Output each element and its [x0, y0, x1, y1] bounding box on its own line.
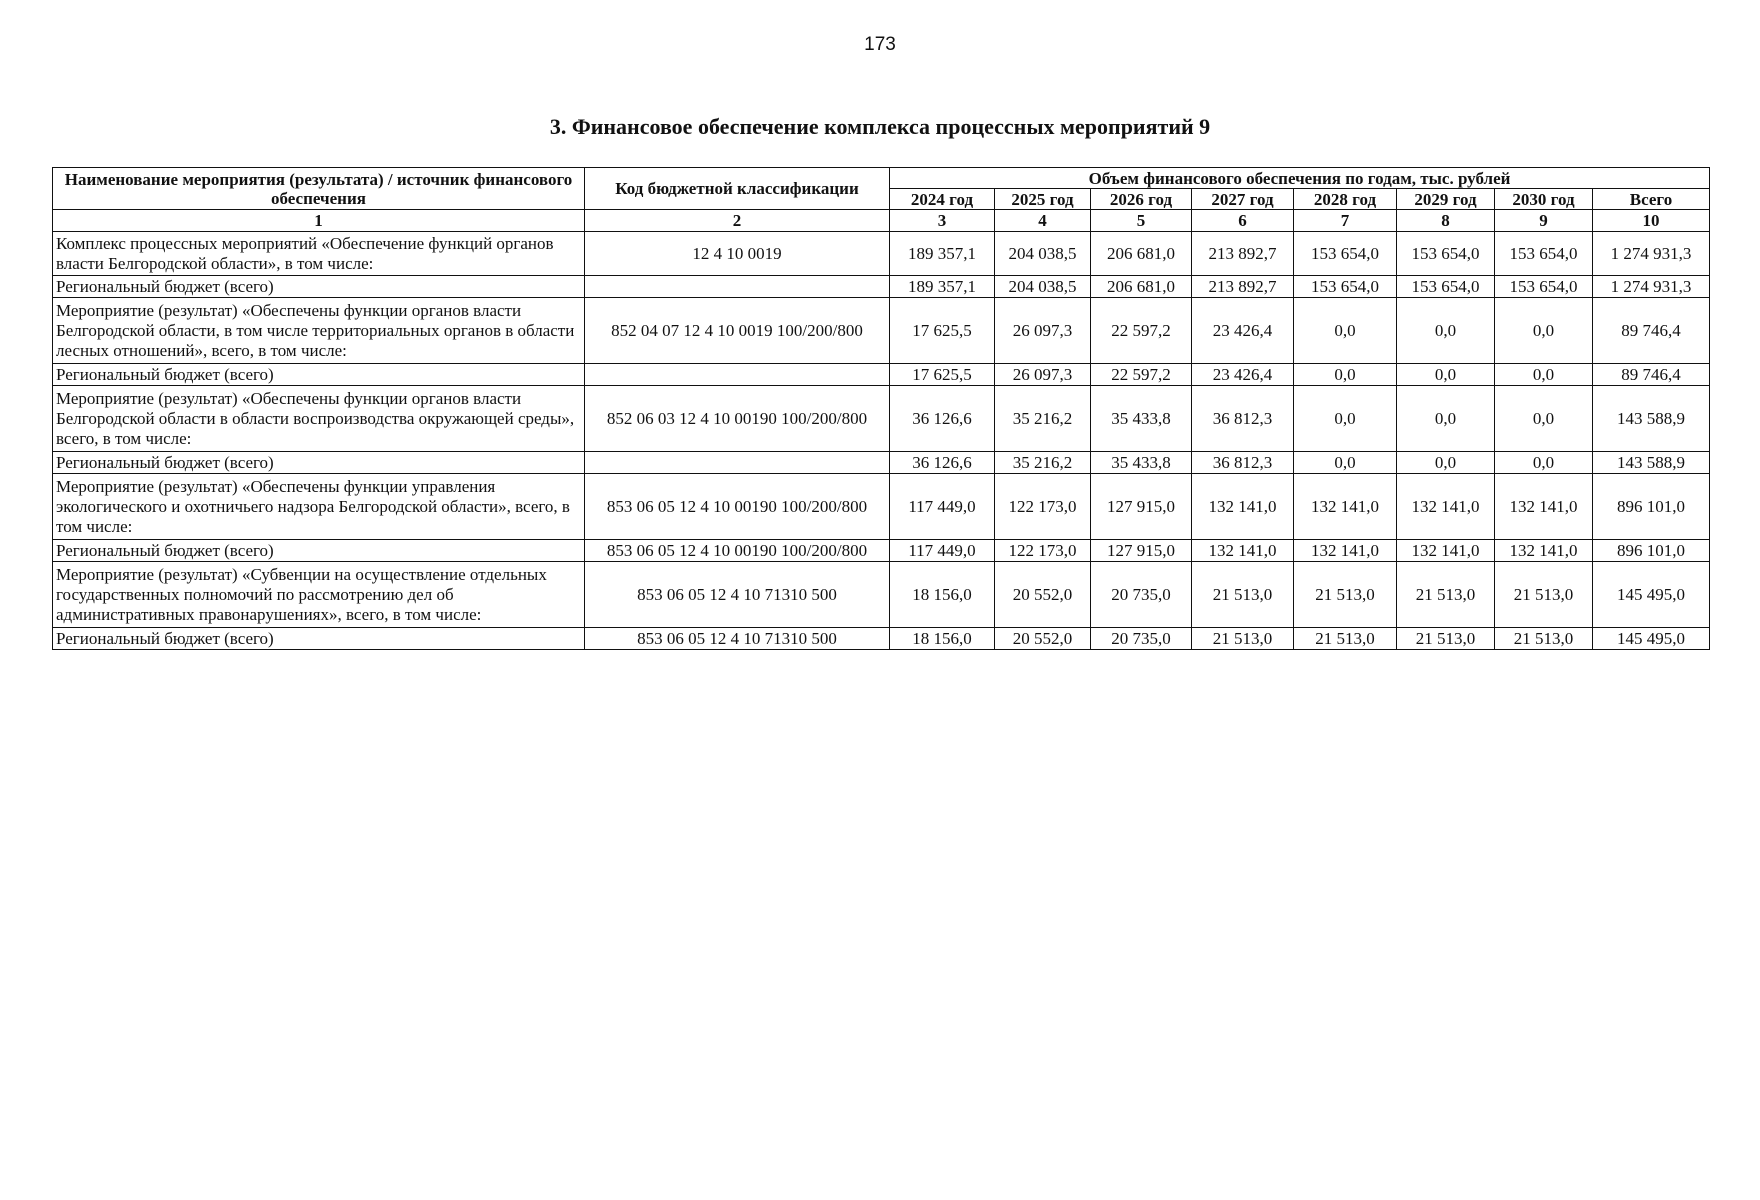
row-name: Региональный бюджет (всего)	[53, 276, 585, 298]
value-2029: 0,0	[1397, 364, 1495, 386]
row-name: Региональный бюджет (всего)	[53, 364, 585, 386]
row-code: 852 06 03 12 4 10 00190 100/200/800	[585, 386, 890, 452]
year-header: 2024 год	[890, 189, 995, 210]
row-code: 852 04 07 12 4 10 0019 100/200/800	[585, 298, 890, 364]
value-2030: 153 654,0	[1495, 276, 1593, 298]
row-code	[585, 364, 890, 386]
value-2030: 0,0	[1495, 386, 1593, 452]
value-2028: 153 654,0	[1294, 276, 1397, 298]
value-2026: 35 433,8	[1091, 452, 1192, 474]
value-2027: 132 141,0	[1192, 540, 1294, 562]
value-2029: 21 513,0	[1397, 628, 1495, 650]
value-2028: 21 513,0	[1294, 562, 1397, 628]
row-name: Мероприятие (результат) «Обеспечены функции управления экологического и охотничьего надзора Белгородской области», всего, в том числе:	[53, 474, 585, 540]
column-number: 9	[1495, 210, 1593, 232]
value-total: 143 588,9	[1593, 452, 1710, 474]
row-name: Мероприятие (результат) «Субвенции на осуществление отдельных государственных полномочий по рассмотрению дел об административных правонарушениях», всего, в том числе:	[53, 562, 585, 628]
value-2028: 153 654,0	[1294, 232, 1397, 276]
row-code	[585, 452, 890, 474]
column-number: 8	[1397, 210, 1495, 232]
value-2028: 132 141,0	[1294, 474, 1397, 540]
value-2028: 0,0	[1294, 364, 1397, 386]
value-2030: 0,0	[1495, 452, 1593, 474]
header-row-top	[53, 168, 1710, 189]
year-header: 2029 год	[1397, 189, 1495, 210]
table-row	[53, 386, 1710, 452]
value-2024: 18 156,0	[890, 562, 995, 628]
column-number: 7	[1294, 210, 1397, 232]
year-header: 2030 год	[1495, 189, 1593, 210]
row-code: 12 4 10 0019	[585, 232, 890, 276]
value-2026: 127 915,0	[1091, 540, 1192, 562]
page-number: 173	[864, 34, 896, 55]
year-header: 2026 год	[1091, 189, 1192, 210]
table-row	[53, 298, 1710, 364]
row-code: 853 06 05 12 4 10 00190 100/200/800	[585, 540, 890, 562]
value-2030: 21 513,0	[1495, 562, 1593, 628]
column-header-volume: Объем финансового обеспечения по годам, тыс. рублей	[890, 168, 1710, 189]
value-total: 1 274 931,3	[1593, 276, 1710, 298]
table-row	[53, 540, 1710, 562]
row-name: Мероприятие (результат) «Обеспечены функции органов власти Белгородской области в области воспроизводства окружающей среды», всего, в том числе:	[53, 386, 585, 452]
value-2030: 132 141,0	[1495, 540, 1593, 562]
value-2026: 35 433,8	[1091, 386, 1192, 452]
value-2027: 213 892,7	[1192, 276, 1294, 298]
value-total: 896 101,0	[1593, 474, 1710, 540]
table-row	[53, 232, 1710, 276]
value-2029: 0,0	[1397, 298, 1495, 364]
value-2024: 117 449,0	[890, 474, 995, 540]
column-number: 2	[585, 210, 890, 232]
column-number-row	[53, 210, 1710, 232]
value-2025: 204 038,5	[995, 276, 1091, 298]
value-2028: 132 141,0	[1294, 540, 1397, 562]
value-2024: 17 625,5	[890, 364, 995, 386]
value-2028: 0,0	[1294, 298, 1397, 364]
value-total: 1 274 931,3	[1593, 232, 1710, 276]
value-2028: 0,0	[1294, 452, 1397, 474]
value-2024: 36 126,6	[890, 452, 995, 474]
row-code: 853 06 05 12 4 10 71310 500	[585, 628, 890, 650]
value-total: 89 746,4	[1593, 364, 1710, 386]
table-row	[53, 628, 1710, 650]
row-name: Мероприятие (результат) «Обеспечены функции органов власти Белгородской области, в том числе территориальных органов в области лесных отношений», всего, в том числе:	[53, 298, 585, 364]
value-2026: 22 597,2	[1091, 364, 1192, 386]
column-number: 5	[1091, 210, 1192, 232]
year-header: 2028 год	[1294, 189, 1397, 210]
table-row	[53, 452, 1710, 474]
value-2025: 35 216,2	[995, 452, 1091, 474]
value-total: 89 746,4	[1593, 298, 1710, 364]
value-2027: 36 812,3	[1192, 452, 1294, 474]
value-2029: 153 654,0	[1397, 232, 1495, 276]
value-2026: 20 735,0	[1091, 628, 1192, 650]
row-name: Региональный бюджет (всего)	[53, 540, 585, 562]
value-2026: 127 915,0	[1091, 474, 1192, 540]
value-2030: 0,0	[1495, 298, 1593, 364]
value-2025: 122 173,0	[995, 474, 1091, 540]
value-2027: 21 513,0	[1192, 562, 1294, 628]
value-2025: 26 097,3	[995, 298, 1091, 364]
column-number: 6	[1192, 210, 1294, 232]
value-2027: 21 513,0	[1192, 628, 1294, 650]
column-number: 10	[1593, 210, 1710, 232]
value-2029: 0,0	[1397, 386, 1495, 452]
value-2027: 23 426,4	[1192, 298, 1294, 364]
year-header: 2027 год	[1192, 189, 1294, 210]
value-total: 896 101,0	[1593, 540, 1710, 562]
value-2024: 189 357,1	[890, 232, 995, 276]
value-2025: 26 097,3	[995, 364, 1091, 386]
value-2025: 122 173,0	[995, 540, 1091, 562]
row-name: Региональный бюджет (всего)	[53, 452, 585, 474]
value-2028: 0,0	[1294, 386, 1397, 452]
value-2024: 18 156,0	[890, 628, 995, 650]
year-header: 2025 год	[995, 189, 1091, 210]
value-2026: 20 735,0	[1091, 562, 1192, 628]
column-header-code: Код бюджетной классификации	[585, 168, 890, 210]
value-2029: 21 513,0	[1397, 562, 1495, 628]
row-code: 853 06 05 12 4 10 71310 500	[585, 562, 890, 628]
column-number: 4	[995, 210, 1091, 232]
value-2030: 0,0	[1495, 364, 1593, 386]
value-2029: 132 141,0	[1397, 474, 1495, 540]
value-2024: 117 449,0	[890, 540, 995, 562]
value-2025: 20 552,0	[995, 628, 1091, 650]
value-2025: 35 216,2	[995, 386, 1091, 452]
value-total: 145 495,0	[1593, 628, 1710, 650]
value-total: 145 495,0	[1593, 562, 1710, 628]
value-2025: 204 038,5	[995, 232, 1091, 276]
table-row	[53, 562, 1710, 628]
value-2028: 21 513,0	[1294, 628, 1397, 650]
column-header-name: Наименование мероприятия (результата) / источник финансового обеспечения	[53, 168, 585, 210]
value-2030: 153 654,0	[1495, 232, 1593, 276]
row-code: 853 06 05 12 4 10 00190 100/200/800	[585, 474, 890, 540]
value-2026: 206 681,0	[1091, 232, 1192, 276]
value-2026: 206 681,0	[1091, 276, 1192, 298]
value-total: 143 588,9	[1593, 386, 1710, 452]
financing-table	[52, 167, 1710, 650]
value-2029: 0,0	[1397, 452, 1495, 474]
value-2024: 189 357,1	[890, 276, 995, 298]
value-2029: 153 654,0	[1397, 276, 1495, 298]
table-row	[53, 474, 1710, 540]
total-header: Всего	[1593, 189, 1710, 210]
row-name: Комплекс процессных мероприятий «Обеспечение функций органов власти Белгородской области», в том числе:	[53, 232, 585, 276]
value-2030: 132 141,0	[1495, 474, 1593, 540]
row-code	[585, 276, 890, 298]
column-number: 1	[53, 210, 585, 232]
value-2025: 20 552,0	[995, 562, 1091, 628]
value-2027: 213 892,7	[1192, 232, 1294, 276]
section-title: 3. Финансовое обеспечение комплекса процессных мероприятий 9	[549, 114, 1211, 139]
value-2030: 21 513,0	[1495, 628, 1593, 650]
table-row	[53, 276, 1710, 298]
value-2024: 36 126,6	[890, 386, 995, 452]
value-2026: 22 597,2	[1091, 298, 1192, 364]
value-2027: 36 812,3	[1192, 386, 1294, 452]
table-row	[53, 364, 1710, 386]
value-2027: 132 141,0	[1192, 474, 1294, 540]
row-name: Региональный бюджет (всего)	[53, 628, 585, 650]
value-2024: 17 625,5	[890, 298, 995, 364]
value-2027: 23 426,4	[1192, 364, 1294, 386]
value-2029: 132 141,0	[1397, 540, 1495, 562]
column-number: 3	[890, 210, 995, 232]
